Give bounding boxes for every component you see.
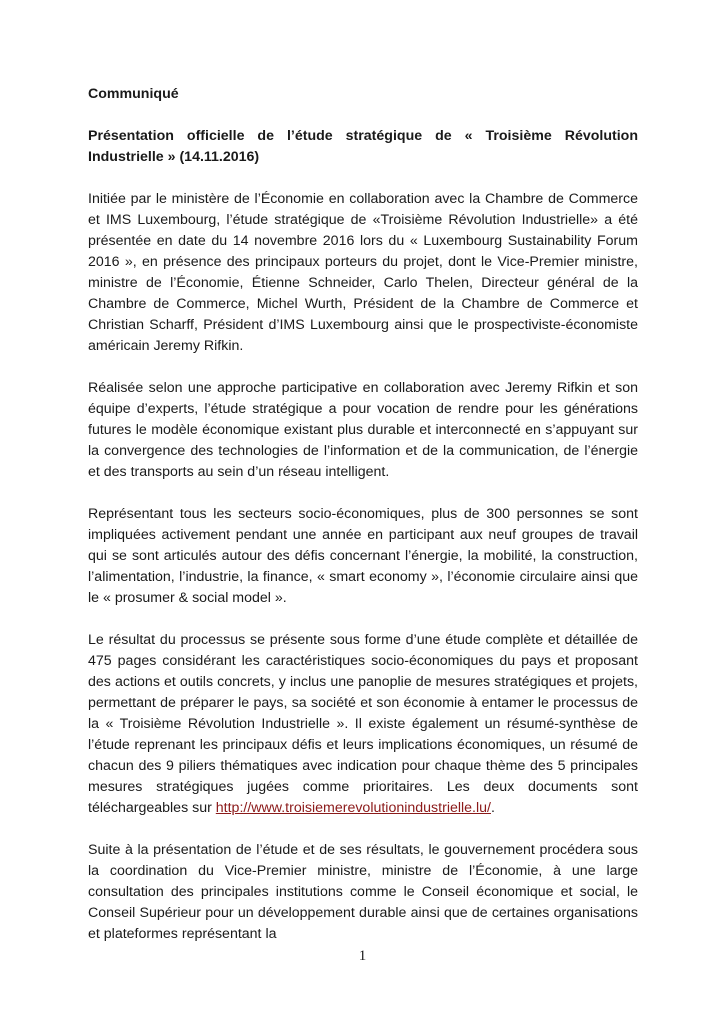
document-title: Présentation officielle de l’étude stratégique de « Troisième Révolution Industrielle » (14.11.2016): [88, 128, 638, 165]
paragraph-5: Suite à la présentation de l’étude et de ses résultats, le gouvernement procédera sous la coordination du Vice-Premier ministre, ministre de l’Économie, à une large consultation des principales institutions comme le Conseil économique et social, le Conseil Supérieur pour un développement durable ainsi que de certaines organisations et plateformes représentant la: [88, 842, 638, 942]
paragraph-2: Réalisée selon une approche participative en collaboration avec Jeremy Rifkin et son équipe d’experts, l’étude stratégique a pour vocation de rendre pour les générations futures le modèle économique existant plus durable et interconnecté en s’appuyant sur la convergence des technologies de l’information et de la communication, de l’énergie et des transports au sein d’un réseau intelligent.: [88, 380, 638, 480]
page-number: 1: [358, 948, 367, 964]
paragraph-4-text: Le résultat du processus se présente sous forme d’une étude complète et détaillée de 475 pages considérant les caractéristiques socio-économiques du pays et proposant des actions et outils concrets, y inclus une panoplie de mesures stratégiques et projets, permettant de préparer le pays, sa société et son économie à entamer le processus de la « Troisième Révolution Industrielle ». Il existe également un résumé-synthèse de l’étude reprenant les principaux défis et leurs implications économiques, un résumé de chacun des 9 piliers thématiques avec indication pour chaque thème des 5 principales mesures stratégiques jugées comme prioritaires. Les deux documents sont téléchargeables sur: [88, 632, 638, 816]
document-heading: Communiqué: [88, 86, 179, 102]
paragraph-4: [88, 630, 638, 819]
study-download-link[interactable]: http://www.troisiemerevolutionindustrielle.lu/: [215, 800, 491, 816]
link-suffix: .: [490, 800, 495, 816]
paragraph-1: Initiée par le ministère de l’Économie en collaboration avec la Chambre de Commerce et IMS Luxembourg, l’étude stratégique de «Troisième Révolution Industrielle» a été présentée en date du 14 novembre 2016 lors du « Luxembourg Sustainability Forum 2016 », en présence des principaux porteurs du projet, dont le Vice-Premier ministre, ministre de l’Économie, Étienne Schneider, Carlo Thelen, Directeur général de la Chambre de Commerce, Michel Wurth, Président de la Chambre de Commerce et Christian Scharff, Président d’IMS Luxembourg ainsi que le prospectiviste-économiste américain Jeremy Rifkin.: [88, 191, 638, 354]
paragraph-3: Représentant tous les secteurs socio-économiques, plus de 300 personnes se sont impliquées activement pendant une année en participant aux neuf groupes de travail qui se sont articulés autour des défis concernant l’énergie, la mobilité, la construction, l’alimentation, l’industrie, la finance, « smart economy », l’économie circulaire ainsi que le « prosumer & social model ».: [88, 506, 638, 606]
document-body: [88, 84, 638, 966]
